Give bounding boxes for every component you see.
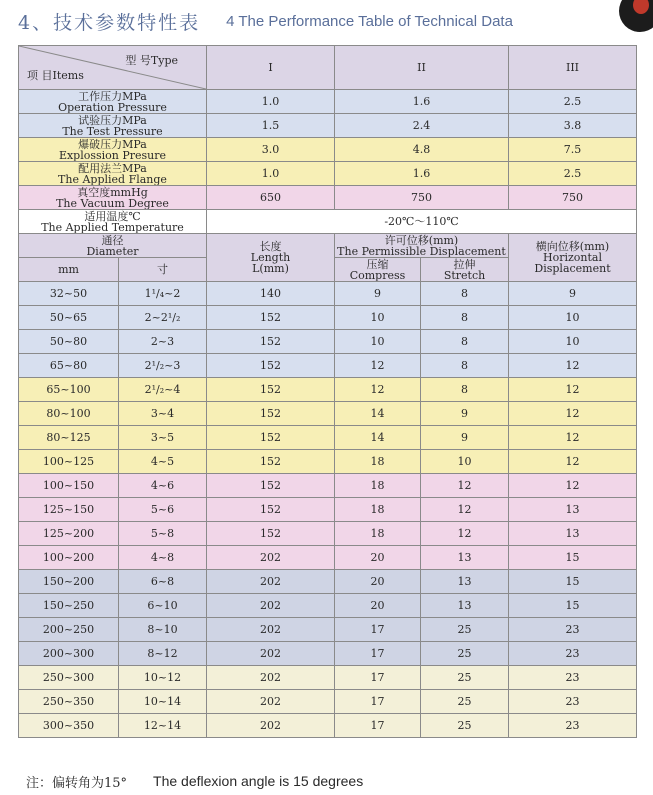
cell-stretch: 25 xyxy=(421,714,509,738)
cell-cun: 2~3 xyxy=(119,330,207,354)
length-header-line-1: 长度 xyxy=(259,240,282,253)
type-col-3: III xyxy=(509,46,637,90)
corner-product-image xyxy=(619,0,653,32)
cun-header: 寸 xyxy=(119,258,207,282)
cell-mm: 80~125 xyxy=(19,426,119,450)
cell-compress: 18 xyxy=(335,474,421,498)
diameter-header-line-1: 通径 xyxy=(101,233,124,247)
cell-length: 202 xyxy=(207,546,335,570)
table-row xyxy=(19,498,637,522)
cell-mm: 125~150 xyxy=(19,498,119,522)
cell-length: 202 xyxy=(207,594,335,618)
cell-cun: 8~10 xyxy=(119,618,207,642)
cell-cun: 5~8 xyxy=(119,522,207,546)
param-value-type-3: 3.8 xyxy=(509,114,637,138)
cell-length: 152 xyxy=(207,402,335,426)
cell-cun: 2~2¹/₂ xyxy=(119,306,207,330)
mm-header: mm xyxy=(19,258,119,282)
cell-mm: 200~300 xyxy=(19,642,119,666)
cell-length: 202 xyxy=(207,618,335,642)
compress-header xyxy=(335,258,421,282)
permissible-header-line-2: The Permissible Displacement xyxy=(337,244,506,258)
cell-compress: 18 xyxy=(335,498,421,522)
cell-cun: 1¹/₄~2 xyxy=(119,282,207,306)
cell-horizontal: 23 xyxy=(509,642,637,666)
items-label: 项 目Items xyxy=(27,69,84,82)
cell-horizontal: 9 xyxy=(509,282,637,306)
horizontal-header-line-2: Horizontal xyxy=(543,251,603,264)
stretch-header xyxy=(421,258,509,282)
param-label xyxy=(19,162,207,186)
cell-length: 152 xyxy=(207,306,335,330)
param-value-type-2: 1.6 xyxy=(335,90,509,114)
table-row xyxy=(19,594,637,618)
cell-mm: 65~100 xyxy=(19,378,119,402)
permissible-header xyxy=(335,234,509,258)
type-label: 型 号Type xyxy=(125,54,178,67)
horizontal-header-line-3: Displacement xyxy=(534,262,611,275)
stretch-header-line-1: 拉伸 xyxy=(453,257,476,271)
cell-horizontal: 12 xyxy=(509,354,637,378)
heading-cn: 4、技术参数特性表 xyxy=(18,11,201,34)
cell-horizontal: 10 xyxy=(509,306,637,330)
param-row xyxy=(19,90,637,114)
cell-stretch: 8 xyxy=(421,378,509,402)
cell-stretch: 8 xyxy=(421,354,509,378)
cell-cun: 6~10 xyxy=(119,594,207,618)
cell-stretch: 13 xyxy=(421,594,509,618)
cell-stretch: 10 xyxy=(421,450,509,474)
page-heading xyxy=(18,4,513,38)
table-row xyxy=(19,522,637,546)
cell-horizontal: 10 xyxy=(509,330,637,354)
horizontal-header xyxy=(509,234,637,282)
param-value-type-1: 3.0 xyxy=(207,138,335,162)
cell-mm: 100~125 xyxy=(19,450,119,474)
diagonal-divider xyxy=(19,46,206,89)
table-row xyxy=(19,474,637,498)
param-label-line-2: Operation Pressure xyxy=(58,100,167,114)
param-row xyxy=(19,138,637,162)
cell-stretch: 25 xyxy=(421,642,509,666)
table-row xyxy=(19,690,637,714)
type-col-1: I xyxy=(207,46,335,90)
table-row xyxy=(19,450,637,474)
sub-header-row xyxy=(19,234,637,258)
cell-mm: 250~300 xyxy=(19,666,119,690)
cell-compress: 20 xyxy=(335,594,421,618)
temperature-label-line-2: The Applied Temperature xyxy=(41,220,184,234)
diameter-header-line-2: Diameter xyxy=(86,244,139,258)
cell-horizontal: 12 xyxy=(509,474,637,498)
cell-horizontal: 12 xyxy=(509,426,637,450)
footnote-cn: 注：偏转角为15° xyxy=(26,775,128,791)
cell-horizontal: 23 xyxy=(509,666,637,690)
cell-mm: 100~150 xyxy=(19,474,119,498)
param-value-type-2: 1.6 xyxy=(335,162,509,186)
param-label-line-1: 配用法兰MPa xyxy=(78,161,147,175)
horizontal-header-line-1: 横向位移(mm) xyxy=(535,240,610,253)
param-label-line-2: The Test Pressure xyxy=(62,124,163,138)
compress-header-line-1: 压缩 xyxy=(366,257,389,271)
table-row xyxy=(19,378,637,402)
cell-cun: 4~6 xyxy=(119,474,207,498)
cell-stretch: 8 xyxy=(421,330,509,354)
cell-compress: 14 xyxy=(335,402,421,426)
cell-length: 202 xyxy=(207,666,335,690)
table-row xyxy=(19,426,637,450)
cell-horizontal: 15 xyxy=(509,546,637,570)
cell-length: 152 xyxy=(207,330,335,354)
temperature-row xyxy=(19,210,637,234)
cell-length: 202 xyxy=(207,642,335,666)
cell-horizontal: 13 xyxy=(509,522,637,546)
param-label-line-1: 试验压力MPa xyxy=(78,113,147,127)
cell-mm: 150~200 xyxy=(19,570,119,594)
cell-stretch: 25 xyxy=(421,690,509,714)
param-value-type-1: 1.0 xyxy=(207,90,335,114)
cell-stretch: 25 xyxy=(421,666,509,690)
param-label-line-1: 爆破压力MPa xyxy=(78,137,147,151)
length-header-line-3: L(mm) xyxy=(252,262,289,275)
param-row xyxy=(19,162,637,186)
cell-compress: 12 xyxy=(335,378,421,402)
param-value-type-3: 2.5 xyxy=(509,90,637,114)
param-label xyxy=(19,138,207,162)
cell-stretch: 8 xyxy=(421,306,509,330)
cell-stretch: 8 xyxy=(421,282,509,306)
cell-mm: 200~250 xyxy=(19,618,119,642)
cell-length: 152 xyxy=(207,450,335,474)
param-label xyxy=(19,114,207,138)
cell-stretch: 9 xyxy=(421,402,509,426)
cell-cun: 10~12 xyxy=(119,666,207,690)
temperature-label xyxy=(19,210,207,234)
cell-mm: 50~65 xyxy=(19,306,119,330)
cell-mm: 32~50 xyxy=(19,282,119,306)
cell-length: 152 xyxy=(207,498,335,522)
cell-horizontal: 23 xyxy=(509,690,637,714)
param-value-type-1: 1.0 xyxy=(207,162,335,186)
cell-mm: 300~350 xyxy=(19,714,119,738)
param-label-line-1: 工作压力MPa xyxy=(78,89,147,103)
table-row xyxy=(19,642,637,666)
cell-stretch: 13 xyxy=(421,570,509,594)
cell-mm: 150~250 xyxy=(19,594,119,618)
cell-compress: 18 xyxy=(335,522,421,546)
cell-cun: 12~14 xyxy=(119,714,207,738)
temperature-label-line-1: 适用温度℃ xyxy=(84,209,141,223)
cell-cun: 4~8 xyxy=(119,546,207,570)
cell-cun: 8~12 xyxy=(119,642,207,666)
cell-compress: 10 xyxy=(335,330,421,354)
cell-compress: 17 xyxy=(335,714,421,738)
cell-stretch: 9 xyxy=(421,426,509,450)
footnote xyxy=(26,769,363,793)
param-label-line-2: The Applied Flange xyxy=(58,172,167,186)
cell-compress: 17 xyxy=(335,690,421,714)
cell-stretch: 12 xyxy=(421,474,509,498)
temperature-value: -20℃～110℃ xyxy=(207,210,637,234)
cell-horizontal: 12 xyxy=(509,378,637,402)
cell-length: 152 xyxy=(207,354,335,378)
cell-horizontal: 23 xyxy=(509,618,637,642)
cell-mm: 80~100 xyxy=(19,402,119,426)
header-corner-cell xyxy=(19,46,207,90)
param-row xyxy=(19,114,637,138)
param-label-line-1: 真空度mmHg xyxy=(77,185,148,199)
cell-length: 202 xyxy=(207,690,335,714)
table-row xyxy=(19,666,637,690)
cell-stretch: 13 xyxy=(421,546,509,570)
cell-horizontal: 15 xyxy=(509,570,637,594)
compress-header-line-2: Compress xyxy=(349,268,406,282)
cell-mm: 65~80 xyxy=(19,354,119,378)
table-row xyxy=(19,402,637,426)
param-value-type-1: 1.5 xyxy=(207,114,335,138)
cell-length: 152 xyxy=(207,522,335,546)
cell-compress: 17 xyxy=(335,642,421,666)
cell-length: 202 xyxy=(207,570,335,594)
cell-horizontal: 13 xyxy=(509,498,637,522)
param-value-type-2: 2.4 xyxy=(335,114,509,138)
param-label-line-2: Explossion Presure xyxy=(58,148,167,162)
param-label-line-2: The Vacuum Degree xyxy=(56,196,169,210)
cell-horizontal: 12 xyxy=(509,402,637,426)
param-value-type-1: 650 xyxy=(207,186,335,210)
param-value-type-2: 750 xyxy=(335,186,509,210)
cell-horizontal: 15 xyxy=(509,594,637,618)
cell-length: 152 xyxy=(207,426,335,450)
cell-length: 202 xyxy=(207,714,335,738)
param-value-type-3: 7.5 xyxy=(509,138,637,162)
cell-compress: 14 xyxy=(335,426,421,450)
table-row xyxy=(19,570,637,594)
param-value-type-2: 4.8 xyxy=(335,138,509,162)
table-row xyxy=(19,546,637,570)
param-label xyxy=(19,90,207,114)
cell-horizontal: 23 xyxy=(509,714,637,738)
cell-compress: 17 xyxy=(335,618,421,642)
table-row xyxy=(19,354,637,378)
cell-cun: 6~8 xyxy=(119,570,207,594)
cell-compress: 17 xyxy=(335,666,421,690)
table-row xyxy=(19,618,637,642)
length-header xyxy=(207,234,335,282)
cell-horizontal: 12 xyxy=(509,450,637,474)
table-row xyxy=(19,282,637,306)
cell-length: 152 xyxy=(207,474,335,498)
cell-mm: 100~200 xyxy=(19,546,119,570)
cell-cun: 5~6 xyxy=(119,498,207,522)
permissible-header-line-1: 许可位移(mm) xyxy=(384,233,459,247)
heading-en: 4 The Performance Table of Technical Data xyxy=(226,12,513,30)
param-value-type-3: 750 xyxy=(509,186,637,210)
cell-cun: 3~4 xyxy=(119,402,207,426)
table-row xyxy=(19,330,637,354)
cell-cun: 3~5 xyxy=(119,426,207,450)
stretch-header-line-2: Stretch xyxy=(443,268,486,282)
cell-cun: 4~5 xyxy=(119,450,207,474)
cell-length: 140 xyxy=(207,282,335,306)
length-header-line-2: Length xyxy=(250,251,291,264)
cell-stretch: 12 xyxy=(421,522,509,546)
cell-compress: 18 xyxy=(335,450,421,474)
cell-mm: 250~350 xyxy=(19,690,119,714)
cell-mm: 125~200 xyxy=(19,522,119,546)
type-col-2: II xyxy=(335,46,509,90)
param-value-type-3: 2.5 xyxy=(509,162,637,186)
table-row xyxy=(19,306,637,330)
footnote-en: The deflexion angle is 15 degrees xyxy=(153,773,364,789)
cell-cun: 2¹/₂~4 xyxy=(119,378,207,402)
cell-cun: 2¹/₂~3 xyxy=(119,354,207,378)
cell-length: 152 xyxy=(207,378,335,402)
cell-compress: 12 xyxy=(335,354,421,378)
cell-compress: 10 xyxy=(335,306,421,330)
param-label xyxy=(19,186,207,210)
cell-stretch: 25 xyxy=(421,618,509,642)
cell-mm: 50~80 xyxy=(19,330,119,354)
cell-compress: 20 xyxy=(335,546,421,570)
param-row xyxy=(19,186,637,210)
table-row xyxy=(19,714,637,738)
technical-data-table xyxy=(18,45,637,738)
diameter-header xyxy=(19,234,207,258)
cell-stretch: 12 xyxy=(421,498,509,522)
cell-compress: 20 xyxy=(335,570,421,594)
cell-compress: 9 xyxy=(335,282,421,306)
cell-cun: 10~14 xyxy=(119,690,207,714)
